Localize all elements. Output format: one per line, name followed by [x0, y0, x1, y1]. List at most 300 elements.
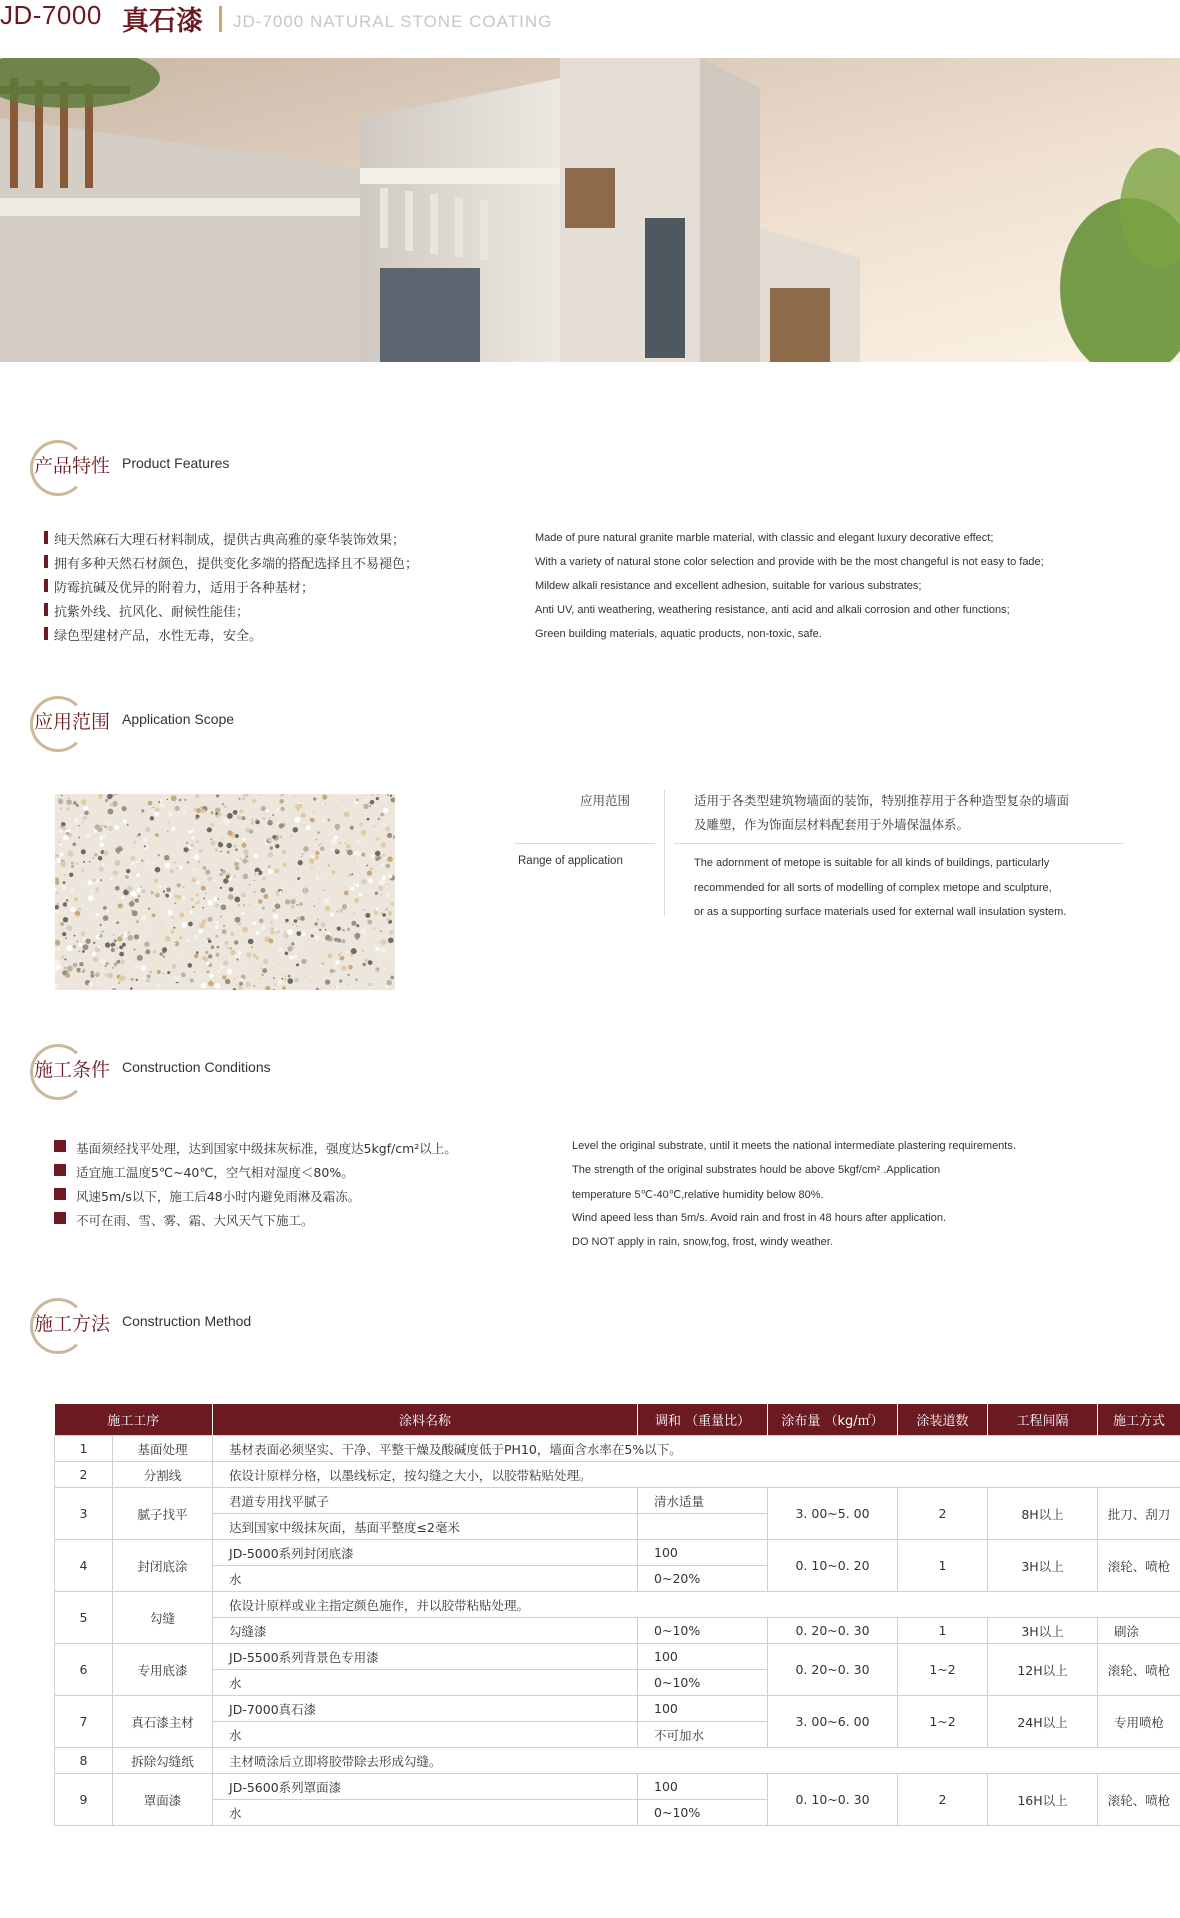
stone-speckle: [158, 801, 160, 803]
stone-speckle: [216, 953, 220, 957]
stone-speckle: [256, 931, 260, 935]
stone-speckle: [191, 830, 193, 832]
stone-speckle: [382, 864, 384, 866]
stone-speckle: [268, 865, 271, 868]
stone-speckle: [323, 820, 325, 822]
stone-speckle: [203, 897, 205, 899]
stone-speckle: [331, 870, 335, 874]
header-interval: 工程间隔: [988, 1404, 1098, 1436]
stone-speckle: [326, 931, 330, 935]
stone-speckle: [233, 844, 237, 848]
stone-speckle: [190, 978, 194, 982]
table-row: [55, 1488, 1180, 1514]
stone-speckle: [177, 895, 182, 900]
stone-speckle: [89, 982, 94, 987]
stone-speckle: [199, 923, 205, 929]
stone-speckle: [375, 856, 378, 859]
stone-speckle: [288, 978, 294, 984]
stone-speckle: [117, 960, 121, 964]
stone-speckle: [282, 986, 286, 990]
table-row: [55, 1644, 1180, 1670]
stone-speckle: [215, 921, 219, 925]
stone-speckle: [65, 973, 70, 978]
stone-speckle: [201, 809, 205, 813]
stone-speckle: [85, 939, 90, 944]
stone-speckle: [208, 940, 211, 943]
stone-speckle: [384, 961, 385, 962]
stone-speckle: [356, 924, 359, 927]
row-step: 专用底漆: [113, 1644, 213, 1696]
section-title-method: [30, 1298, 430, 1358]
stone-speckle: [164, 855, 170, 861]
stone-speckle: [171, 930, 175, 934]
stone-speckle: [253, 880, 255, 882]
stone-speckle: [113, 870, 118, 875]
stone-speckle: [389, 930, 394, 935]
product-name-en: JD-7000 NATURAL STONE COATING: [233, 12, 553, 31]
stone-speckle: [183, 952, 184, 953]
stone-speckle: [368, 960, 373, 965]
stone-speckle: [234, 978, 236, 980]
stone-speckle: [76, 863, 78, 865]
stone-speckle: [223, 878, 228, 883]
row-step: 封闭底涂: [113, 1540, 213, 1592]
stone-speckle: [368, 878, 373, 883]
row-mix: 0~10%: [638, 1670, 768, 1696]
stone-speckle: [92, 952, 96, 956]
stone-speckle: [136, 920, 139, 923]
stone-speckle: [118, 853, 119, 854]
stone-speckle: [194, 855, 199, 860]
stone-speckle: [78, 943, 82, 947]
stone-speckle: [278, 891, 280, 893]
stone-speckle: [285, 919, 288, 922]
stone-speckle: [388, 911, 392, 915]
stone-speckle: [215, 904, 219, 908]
stone-speckle: [304, 888, 306, 890]
stone-speckle: [198, 929, 203, 934]
stone-speckle: [160, 922, 162, 924]
stone-speckle: [190, 843, 194, 847]
stone-speckle: [222, 803, 225, 806]
stone-speckle: [321, 965, 323, 967]
stone-speckle: [208, 981, 213, 986]
stone-speckle: [350, 887, 354, 891]
stone-speckle: [179, 866, 183, 870]
stone-speckle: [217, 898, 219, 900]
stone-speckle: [163, 890, 165, 892]
stone-speckle: [386, 864, 391, 869]
stone-speckle: [199, 849, 203, 853]
stone-speckle: [287, 946, 292, 951]
stone-speckle: [194, 971, 196, 973]
stone-speckle: [203, 866, 207, 870]
stone-speckle: [223, 925, 225, 927]
stone-speckle: [311, 867, 313, 869]
stone-speckle: [187, 861, 190, 864]
stone-speckle: [59, 841, 61, 843]
stone-speckle: [142, 838, 147, 843]
stone-speckle: [162, 947, 167, 952]
stone-speckle: [296, 925, 297, 926]
stone-speckle: [130, 856, 135, 861]
stone-speckle: [88, 895, 94, 901]
stone-speckle: [294, 817, 300, 823]
stone-speckle: [71, 987, 72, 988]
stone-speckle: [55, 881, 59, 885]
stone-speckle: [234, 861, 239, 866]
row-no: 1: [55, 1436, 113, 1462]
section-title-en: Product Features: [122, 455, 230, 471]
stone-speckle: [119, 976, 124, 981]
stone-speckle: [70, 889, 74, 893]
stone-speckle: [385, 826, 390, 831]
stone-speckle: [157, 984, 160, 987]
stone-speckle: [196, 817, 199, 820]
stone-speckle: [347, 850, 353, 856]
stone-speckle: [366, 865, 368, 867]
stone-speckle: [171, 796, 177, 802]
stone-speckle: [221, 903, 223, 905]
stone-speckle: [380, 813, 384, 817]
stone-speckle: [262, 869, 264, 871]
stone-speckle: [98, 946, 100, 948]
stone-speckle: [353, 883, 355, 885]
stone-speckle: [359, 893, 362, 896]
stone-speckle: [108, 822, 111, 825]
row-note: 主材喷涂后立即将胶带除去形成勾缝。: [213, 1748, 1180, 1774]
stone-speckle: [188, 922, 193, 927]
stone-speckle: [93, 848, 95, 850]
stone-speckle: [91, 974, 95, 978]
stone-speckle: [186, 908, 188, 910]
row-amount: 0. 10~0. 20: [768, 1540, 898, 1592]
stone-speckle: [268, 837, 273, 842]
stone-speckle: [200, 973, 202, 975]
stone-speckle: [59, 853, 63, 857]
stone-speckle: [198, 861, 200, 863]
stone-speckle: [145, 949, 150, 954]
application-desc-en-2: recommended for all sorts of modelling of complex metope and sculpture,: [694, 882, 1052, 894]
stone-speckle: [362, 963, 366, 967]
stone-speckle: [110, 803, 113, 806]
stone-speckle: [91, 971, 94, 974]
stone-speckle: [295, 947, 296, 948]
row-no: 6: [55, 1644, 113, 1696]
feature-en-4: Anti UV, anti weathering, weathering resistance, anti acid and alkali corrosion and other functions;: [535, 604, 1010, 616]
stone-speckle: [237, 984, 239, 986]
stone-speckle: [152, 914, 156, 918]
stone-speckle: [67, 945, 73, 951]
stone-speckle: [230, 947, 233, 950]
condition-cn-4: 不可在雨、雪、雾、霜、大风天气下施工。: [76, 1213, 314, 1228]
stone-speckle: [347, 904, 350, 907]
stone-speckle: [57, 858, 62, 863]
stone-speckle: [265, 821, 266, 822]
stone-speckle: [165, 886, 167, 888]
stone-speckle: [99, 867, 104, 872]
stone-speckle: [173, 927, 175, 929]
stone-speckle: [154, 812, 159, 817]
stone-speckle: [81, 849, 86, 854]
stone-speckle: [275, 903, 281, 909]
stone-speckle: [297, 904, 299, 906]
stone-speckle: [309, 858, 315, 864]
stone-speckle: [387, 794, 389, 796]
stone-speckle: [103, 851, 108, 856]
stone-speckle: [321, 922, 326, 927]
header-coats: 涂装道数: [898, 1404, 988, 1436]
stone-speckle: [288, 975, 291, 978]
stone-speckle: [163, 972, 165, 974]
header-mix: 调和 （重量比）: [638, 1404, 768, 1436]
stone-speckle: [100, 924, 102, 926]
stone-speckle: [112, 801, 114, 803]
stone-speckle: [261, 888, 266, 893]
stone-speckle: [67, 903, 69, 905]
stone-speckle: [65, 967, 67, 969]
stone-speckle: [265, 842, 268, 845]
stone-speckle: [162, 955, 165, 958]
stone-speckle: [208, 917, 213, 922]
row-amount: 0. 20~0. 30: [768, 1644, 898, 1696]
stone-speckle: [368, 983, 371, 986]
stone-speckle: [301, 932, 305, 936]
stone-speckle: [304, 976, 305, 977]
stone-speckle: [376, 838, 379, 841]
stone-speckle: [317, 919, 319, 921]
stone-speckle: [60, 861, 66, 867]
stone-speckle: [207, 876, 212, 881]
stone-speckle: [390, 976, 394, 980]
stone-speckle: [350, 826, 354, 830]
stone-speckle: [335, 824, 341, 830]
stone-speckle: [322, 795, 327, 800]
stone-speckle: [222, 929, 227, 934]
stone-speckle: [118, 982, 120, 984]
stone-speckle: [220, 916, 222, 918]
row-no: 8: [55, 1748, 113, 1774]
stone-speckle: [347, 951, 349, 953]
stone-speckle: [246, 982, 251, 987]
stone-speckle: [105, 965, 107, 967]
stone-speckle: [241, 912, 244, 915]
stone-speckle: [365, 959, 367, 961]
stone-speckle: [339, 842, 341, 844]
row-no: 5: [55, 1592, 113, 1644]
stone-speckle: [113, 946, 115, 948]
stone-speckle: [183, 810, 187, 814]
stone-speckle: [301, 856, 302, 857]
stone-speckle: [184, 799, 186, 801]
stone-speckle: [215, 848, 218, 851]
stone-speckle: [196, 881, 199, 884]
stone-speckle: [138, 895, 141, 898]
stone-speckle: [227, 968, 233, 974]
stone-speckle: [196, 951, 199, 954]
stone-speckle: [81, 931, 86, 936]
stone-speckle: [66, 832, 70, 836]
section-title-cn: 应用范围: [34, 711, 111, 733]
stone-speckle: [103, 906, 107, 910]
hero-building-image: [0, 58, 1180, 362]
row-mix: [638, 1514, 768, 1540]
stone-speckle: [262, 974, 264, 976]
stone-speckle: [175, 943, 177, 945]
stone-speckle: [138, 941, 140, 943]
table-row: [55, 1592, 1180, 1618]
stone-speckle: [317, 831, 320, 834]
stone-speckle: [205, 901, 206, 902]
condition-cn-3: 风速5m/s以下，施工后48小时内避免雨淋及霜冻。: [76, 1189, 361, 1204]
stone-speckle: [290, 835, 292, 837]
stone-speckle: [190, 911, 193, 914]
stone-speckle: [122, 806, 127, 811]
stone-speckle: [233, 810, 238, 815]
stone-speckle: [68, 797, 70, 799]
stone-speckle: [367, 920, 372, 925]
stone-speckle: [367, 871, 372, 876]
stone-speckle: [228, 894, 234, 900]
stone-speckle: [160, 952, 163, 955]
stone-speckle: [318, 845, 320, 847]
stone-speckle: [379, 879, 385, 885]
stone-speckle: [259, 919, 264, 924]
stone-speckle: [131, 891, 137, 897]
row-no: 4: [55, 1540, 113, 1592]
stone-speckle: [275, 929, 278, 932]
stone-speckle: [134, 934, 139, 939]
stone-speckle: [159, 885, 161, 887]
stone-speckle: [243, 874, 249, 880]
stone-speckle: [228, 841, 229, 842]
stone-speckle: [356, 852, 361, 857]
stone-texture-illustration: [55, 794, 395, 990]
stone-speckle: [243, 838, 246, 841]
stone-speckle: [358, 905, 360, 907]
stone-speckle: [241, 893, 246, 898]
stone-speckle: [246, 952, 252, 958]
application-desc-cn-1: 适用于各类型建筑物墙面的装饰，特别推荐用于各种造型复杂的墙面: [694, 793, 1070, 808]
stone-speckle: [57, 855, 59, 857]
stone-speckle: [383, 968, 385, 970]
stone-speckle: [330, 848, 333, 851]
stone-speckle: [362, 950, 364, 952]
stone-speckle: [376, 970, 379, 973]
stone-speckle: [215, 935, 218, 938]
stone-speckle: [78, 837, 80, 839]
stone-speckle: [325, 979, 330, 984]
stone-speckle: [206, 962, 209, 965]
stone-speckle: [256, 957, 259, 960]
stone-speckle: [387, 833, 392, 838]
stone-speckle: [391, 902, 394, 905]
stone-speckle: [182, 886, 184, 888]
stone-speckle: [213, 897, 217, 901]
stone-speckle: [118, 903, 123, 908]
stone-speckle: [346, 844, 351, 849]
row-note: 依设计原样或业主指定颜色施作，并以胶带粘贴处理。: [213, 1592, 1180, 1618]
stone-speckle: [331, 839, 337, 845]
stone-speckle: [230, 950, 235, 955]
stone-speckle: [141, 966, 146, 971]
stone-speckle: [190, 849, 191, 850]
stone-speckle: [300, 916, 305, 921]
stone-speckle: [261, 806, 266, 811]
stone-speckle: [340, 956, 345, 961]
condition-en-2: The strength of the original substrates hould be above 5kgf/cm² .Application: [572, 1164, 941, 1176]
stone-speckle: [347, 983, 349, 985]
stone-speckle: [348, 874, 351, 877]
stone-speckle: [285, 922, 287, 924]
stone-speckle: [243, 904, 245, 906]
condition-cn-1: 基面须经找平处理，达到国家中级抹灰标准，强度达5kgf/cm²以上。: [76, 1141, 457, 1156]
stone-speckle: [289, 956, 293, 960]
stone-speckle: [263, 959, 268, 964]
stone-speckle: [377, 941, 379, 943]
stone-speckle: [274, 983, 277, 986]
header-amount: 涂布量 （kg/㎡）: [768, 1404, 898, 1436]
application-label-cn: 应用范围: [580, 793, 631, 808]
stone-speckle: [73, 945, 76, 948]
stone-speckle: [117, 921, 119, 923]
feature-cn-2: 拥有多种天然石材颜色，提供变化多端的搭配选择且不易褪色；: [54, 553, 418, 572]
stone-speckle: [238, 904, 240, 906]
stone-speckle: [241, 816, 243, 818]
stone-speckle: [249, 884, 250, 885]
stone-speckle: [103, 970, 105, 972]
stone-speckle: [388, 884, 389, 885]
stone-speckle: [354, 933, 360, 939]
stone-speckle: [60, 808, 62, 810]
stone-speckle: [102, 863, 105, 866]
stone-speckle: [323, 934, 325, 936]
product-name-cn: 真石漆: [122, 6, 203, 37]
stone-speckle: [339, 909, 343, 913]
stone-speckle: [248, 939, 254, 945]
stone-speckle: [356, 840, 360, 844]
row-no: 7: [55, 1696, 113, 1748]
stone-speckle: [234, 876, 236, 878]
stone-speckle: [113, 934, 115, 936]
stone-speckle: [294, 978, 299, 983]
stone-speckle: [73, 801, 77, 805]
stone-speckle: [296, 931, 301, 936]
stone-speckle: [382, 823, 386, 827]
stone-speckle: [298, 804, 302, 808]
row-step: 基面处理: [113, 1436, 213, 1462]
stone-speckle: [136, 882, 138, 884]
stone-speckle: [302, 853, 305, 856]
stone-speckle: [363, 941, 365, 943]
row-mix: 不可加水: [638, 1722, 768, 1748]
stone-speckle: [388, 938, 394, 944]
stone-speckle: [306, 826, 311, 831]
stone-speckle: [320, 843, 322, 845]
stone-speckle: [243, 849, 248, 854]
stone-speckle: [383, 854, 385, 856]
stone-speckle: [127, 886, 133, 892]
stone-speckle: [281, 978, 283, 980]
feature-en-5: Green building materials, aquatic products, non-toxic, safe.: [535, 628, 822, 640]
stone-speckle: [202, 919, 206, 923]
stone-speckle: [235, 834, 239, 838]
stone-speckle: [242, 927, 248, 933]
stone-speckle: [104, 826, 107, 829]
stone-speckle: [224, 918, 225, 919]
stone-speckle: [325, 929, 327, 931]
stone-speckle: [157, 970, 161, 974]
